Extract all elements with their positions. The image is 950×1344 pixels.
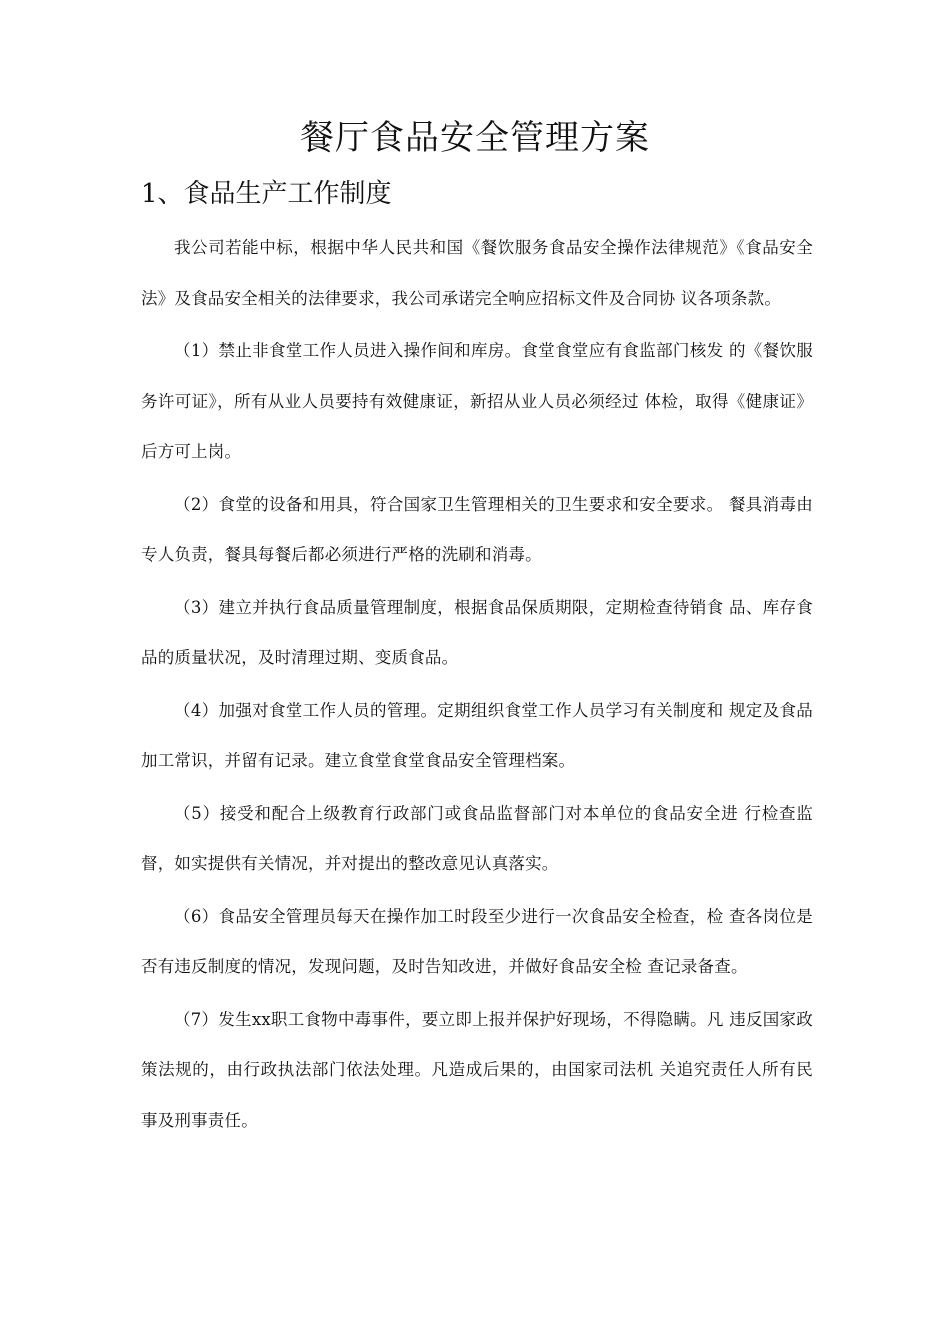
document-title: 餐厅食品安全管理方案 — [300, 118, 650, 158]
section-heading: 1、食品生产工作制度 — [141, 179, 392, 209]
paragraph-item-7: （7）发生xx职工食物中毒事件，要立即上报并保护好现场，不得隐瞒。凡 违反国家政策法规的，由行政执法部门依法处理。凡造成后果的，由国家司法机 关追究责任人所有民事及刑事责任。 — [141, 1009, 813, 1130]
paragraph-item-1: （1）禁止非食堂工作人员进入操作间和库房。食堂食堂应有食监部门核发 的《餐饮服务许可证》，所有从业人员要持有效健康证，新招从业人员必须经过 体检，取得《健康证》后方可上岗。 — [141, 341, 813, 461]
paragraph-intro: 我公司若能中标，根据中华人民共和国《餐饮服务食品安全操作法律规范》《食品安全法》及食品安全相关的法律要求，我公司承诺完全响应招标文件及合同协 议各项条款。 — [141, 238, 813, 308]
paragraph-item-4: （4）加强对食堂工作人员的管理。定期组织食堂工作人员学习有关制度和 规定及食品加工常识，并留有记录。建立食堂食堂食品安全管理档案。 — [141, 700, 813, 770]
paragraph-item-5: （5）接受和配合上级教育行政部门或食品监督部门对本单位的食品安全进 行检查监督，如实提供有关情况，并对提出的整改意见认真落实。 — [141, 803, 813, 873]
paragraph-item-6: （6）食品安全管理员每天在操作加工时段至少进行一次食品安全检查，检 查各岗位是否有违反制度的情况，发现问题，及时告知改进，并做好食品安全检 查记录备查。 — [141, 906, 813, 976]
document-body — [141, 223, 813, 1146]
paragraph-item-2: （2）食堂的设备和用具，符合国家卫生管理相关的卫生要求和安全要求。 餐具消毒由专人负责，餐具每餐后都必须进行严格的洗刷和消毒。 — [141, 494, 813, 564]
paragraph-item-3: （3）建立并执行食品质量管理制度，根据食品保质期限，定期检查待销食 品、库存食品的质量状况，及时清理过期、变质食品。 — [141, 597, 813, 667]
